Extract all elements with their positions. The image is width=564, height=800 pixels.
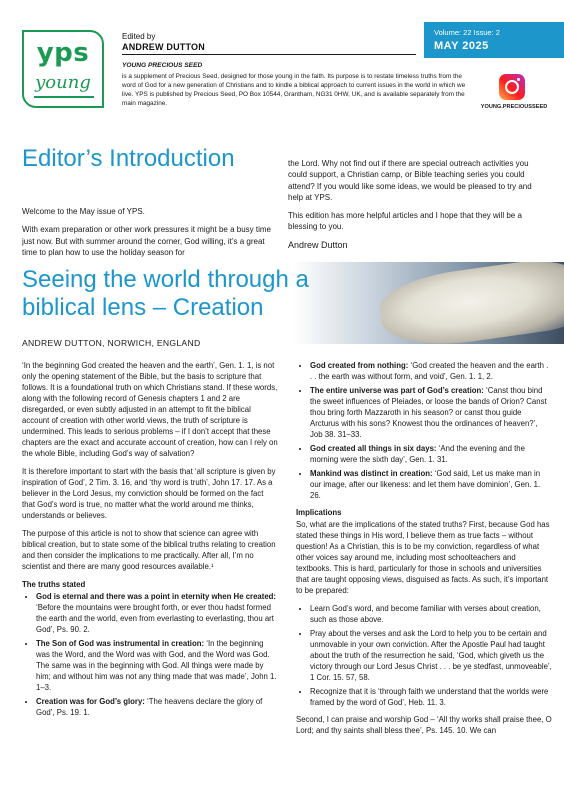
instagram-handle[interactable]: YOUNG.PRECIOUSSEED [480,104,548,110]
truths-heading: The truths stated [22,580,86,589]
truth-bold: Creation was for God’s glory: [36,697,145,706]
article-byline: ANDREW DUTTON, NORWICH, ENGLAND [22,338,201,348]
article-p2: It is therefore important to start with the basis that ‘all scripture is given by inspiration of God’, 2 Tim. 3. 16, and ‘thy word is truth’, John 17. 17. As a believer in the Lord Jesus, my conviction should be formed on the fact that God’s word is true, no matter what the world around me thinks, understands or believes. [22,467,276,520]
truths-list-right [296,360,552,501]
truth-bold: God created from nothing: [310,361,409,370]
logo-yps-text: yps [36,38,90,68]
implications-list [296,603,552,708]
article-column-right [296,360,552,743]
editor-intro-p1: Welcome to the May issue of YPS. [22,207,145,216]
article-p3: The purpose of this article is not to show that science can agree with biblical creation, but to state some of the biblical truths relating to creation and then consider the implications to me practically. After all, I’m no scientist and there are many good resources available.¹ [22,529,276,571]
truth-text: ‘God said, Let us make man in our image, after our likeness: and let them have dominion’, Gen. 1. 26. [310,469,541,500]
truth-bold: God is eternal and there was a point in eternity when He created: [36,592,277,601]
truth-text: ‘Canst thou bind the sweet influences of Pleiades, or loose the bands of Orion? Canst thou bring forth Mazzaroth in his season? or canst thou guide Arcturus with his sons? Knowest thou the ordinances of heaven?’, Job 38. 31–33. [310,386,547,439]
editor-signature: Andrew Dutton [288,239,348,250]
truth-item [310,468,552,501]
truth-text: ‘And the evening and the morning were the sixth day’, Gen. 1. 31. [310,444,525,464]
logo-young-text: young [35,72,91,93]
truth-text: ‘The heavens declare the glory of God’, Ps. 19. 1. [36,697,263,717]
truth-item [36,638,278,693]
truth-text: ‘Before the mountains were brought forth, or ever thou hadst formed the earth and the world, even from everlasting to everlasting, thou art God’, Ps. 90. 2. [36,603,274,634]
instagram-icon-ring [505,80,519,94]
truth-text: ‘God created the heaven and the earth . . . the earth was without form, and void’, Gen. 1. 1, 2. [310,361,549,381]
truths-list-left [22,591,278,718]
implications-p1: So, what are the implications of the stated truths? First, because God has stated these things in His word, I believe them as true facts – without question! As a Christian, this is to be my conviction, regardless of what other voices say around me, including most schoolteachers and textbooks. This is hard, particularly for those in schools and universities that are taught opposing views, disguised as facts. As such, it’s important to be prepared: [296,520,550,595]
editor-intro-column-2 [288,158,548,251]
truth-bold: Mankind was distinct in creation: [310,469,433,478]
editor-intro-p3: the Lord. Why not find out if there are special outreach activities you could support, a Christian camp, or Bible teaching series you could attend? If you would like some ideas, we would be pleased to try and help at YPS. [288,159,532,202]
publication-description: is a supplement of Precious Seed, designed for those young in the faith. Its purpose is to restate timeless truths from the word of God for a new generation of Christians and to kindle a biblical approach to current issues in the world in which we live. YPS is published by Precious Seed, PO Box 10544, Grantham, NG31 0HW, UK, and is available separately from the main magazine. [122,73,466,107]
truth-item [36,591,278,635]
editor-intro-p4: This edition has more helpful articles and I hope that they will be a blessing to you. [288,211,522,232]
truth-bold: The entire universe was part of God’s creation: [310,386,484,395]
article-p1: ‘In the beginning God created the heaven and the earth’, Gen. 1. 1, is not only the opening statement of the Bible, but the basis to scripture that follows. It is a foundational truth on which Christians stand. If these words, along with the following record of Genesis chapters 1 and 2 are disregarded, or even subtly adjusted in an attempt to fit the biblical account of creation with other world views, the truth of scripture is undermined. This leads to serious problems – if I don’t accept that these chapters are the exact and accurate account of creation, how can I rely on the whole Bible, including God’s way of salvation? [22,361,278,458]
instagram-icon-dot [517,78,520,81]
edited-by-label: Edited by [122,32,156,41]
editor-intro-title: Editor’s Introduction [22,145,235,172]
implications-p2: Second, I can praise and worship God – ‘All thy works shall praise thee, O Lord; and thy saints shall bless thee’, Ps. 145. 10. We can [296,715,552,735]
open-bible-image [376,262,564,344]
editor-intro-p2: With exam preparation or other work pressures it might be a busy time just now. But with summer around the corner, God willing, it’s a great time to plan how to use the holiday season for [22,225,271,257]
volume-issue: Volume: 22 Issue: 2 [434,28,500,37]
issue-month: MAY 2025 [434,40,489,52]
implication-item: • Recognize that it is ‘through faith we understand that the worlds were framed by the word of God’, Heb. 11. 3. [310,686,552,708]
implications-heading: Implications [296,508,342,517]
article-title: Seeing the world through a biblical lens – Creation [22,266,309,321]
truth-bold: The Son of God was instrumental in creation: [36,639,205,648]
editor-name: ANDREW DUTTON [122,42,205,52]
logo-underline [34,96,94,98]
truth-item [310,443,552,465]
truth-item [310,385,552,440]
publication-title: YOUNG PRECIOUS SEED [122,62,203,69]
instagram-icon[interactable] [499,74,525,100]
truth-item [310,360,552,382]
editor-intro-column-1 [22,206,276,265]
implication-item: • Pray about the verses and ask the Lord to help you to be certain and unmovable in your own conviction. After the Apostle Paul had taught about the truth of the resurrection he said, ‘God, which giveth us the victory through our Lord Jesus Christ . . . be ye stedfast, unmoveable’, 1 Cor. 15. 57, 58. [310,628,552,683]
implication-item: • Learn God’s word, and become familiar with verses about creation, such as those above. [310,603,552,625]
article-column-left [22,360,278,724]
yps-logo [22,30,104,108]
masthead-divider [122,54,416,55]
truth-bold: God created all things in six days: [310,444,437,453]
truth-item [36,696,278,718]
truth-text: ‘In the beginning was the Word, and the Word was with God, and the Word was God. The same was in the beginning with God. All things were made by him; and without him was not any thing made that was made’, John 1. 1–3. [36,639,277,692]
